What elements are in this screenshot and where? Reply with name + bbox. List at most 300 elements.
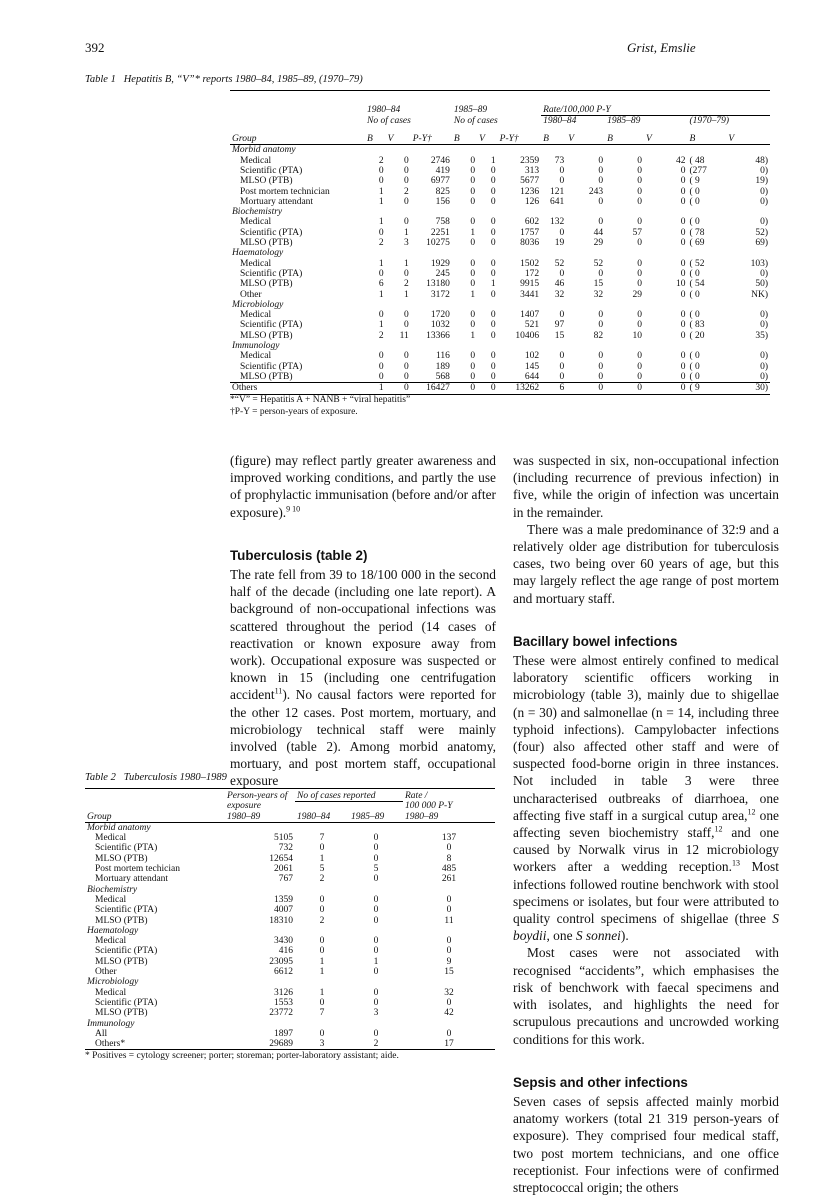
page-number: 392 (85, 40, 105, 55)
table1-cell: ( 69 (689, 238, 705, 249)
table1-cell: 0 (637, 238, 643, 249)
table1-cell: ( 0 (689, 186, 700, 197)
table2-cell: 3430 (274, 936, 293, 947)
table1-cell: 0 (598, 176, 604, 187)
table2-cell: 18310 (269, 915, 293, 926)
table2 (85, 788, 495, 1050)
table1-caption (85, 74, 363, 85)
table1-cell: 602 (524, 217, 540, 228)
table1-cell: 1 (470, 289, 476, 300)
table1-cell: 0 (490, 258, 496, 269)
table1-head-g2-period: 1985–89 (453, 105, 488, 115)
table1-cell: 0 (470, 238, 476, 249)
table1-section-label: Biochemistry (232, 207, 283, 218)
table1-note-2: †P-Y = person-years of exposure. (230, 407, 358, 417)
table1-cell: 0 (490, 227, 496, 238)
table1-head-r1: 1980–84 (543, 115, 577, 126)
table1-cell: 0 (559, 227, 565, 238)
table1-cell: 0 (403, 361, 409, 372)
table1-cell: 1 (490, 155, 496, 166)
table1-caption-label: Table 1 (85, 74, 116, 85)
table1-cell: ( 0 (689, 268, 700, 279)
table2-caption (85, 772, 227, 783)
table2-row (85, 988, 495, 998)
table2-row (85, 998, 495, 1008)
table1-cell: 0 (490, 196, 496, 207)
table1-cell: 0 (637, 361, 643, 372)
table1-cell: 0) (760, 186, 768, 197)
table2-cell: 0 (319, 905, 325, 916)
table1-cell: 0 (680, 310, 686, 321)
table1-row-label: MLSO (PTB) (240, 176, 293, 187)
table1-cell: 46 (554, 279, 565, 290)
table1-row-label: Scientific (PTA) (240, 165, 303, 176)
table1-cell: 0 (490, 176, 496, 187)
table2-head-rate3: 1980–89 (405, 811, 439, 822)
table1-head-r3: (1970–79) (689, 115, 730, 126)
table2-section-row (85, 1019, 495, 1029)
table1-cell: 0) (760, 196, 768, 207)
table1-cell: ( 20 (689, 330, 705, 341)
heading-sepsis: Sepsis and other infections (513, 1074, 688, 1090)
table1-cell: 3441 (520, 289, 540, 300)
table1-cell: ( 0 (689, 310, 700, 321)
table1-cell: 0 (598, 351, 604, 362)
table1-cell: 0) (760, 351, 768, 362)
table2-row (85, 864, 495, 874)
table2-cell: 1359 (274, 894, 293, 905)
table1-cell: 0 (637, 155, 643, 166)
table1-head-v: V (646, 134, 652, 145)
table1-cell: 9915 (520, 279, 540, 290)
table1-cell: 1 (378, 320, 384, 331)
table1-cell: 69) (755, 238, 768, 249)
table1-cell: 0 (637, 320, 643, 331)
table1-cell: 0 (403, 371, 409, 382)
table1-section-row (230, 248, 770, 258)
table2-cell: 0 (373, 946, 379, 957)
table1-cell: 0 (403, 196, 409, 207)
table2-row (85, 957, 495, 967)
table2-section-row (85, 977, 495, 987)
table1-cell: 0 (378, 165, 384, 176)
table2-cell: 1 (319, 967, 325, 978)
table2-cell: 0 (373, 833, 379, 844)
table2-cell: 1553 (274, 997, 293, 1008)
table2-cell: 15 (444, 967, 454, 978)
table1-cell: ( 9 (689, 383, 700, 394)
table1-cell: 0 (637, 176, 643, 187)
table1-cell: 0 (598, 320, 604, 331)
table2-section-row (85, 885, 495, 895)
table1-cell: 0 (598, 383, 604, 394)
heading-tuberculosis: Tuberculosis (table 2) (230, 547, 368, 563)
table2-row (85, 854, 495, 864)
table1-row-label: MLSO (PTB) (240, 238, 293, 249)
table2-section-label: Haematology (87, 925, 139, 936)
table1-cell: 0 (598, 371, 604, 382)
table1-row-label: MLSO (PTB) (240, 330, 293, 341)
table2-row-label: Other (95, 967, 117, 978)
table2-cell: 0 (373, 874, 379, 885)
table1-cell: 29 (632, 289, 643, 300)
table1-cell: 2 (403, 186, 409, 197)
table1-cell: 0 (680, 176, 686, 187)
table1-cell: 0 (403, 165, 409, 176)
table2-row-label: All (95, 1028, 108, 1039)
table2-head-nc: No of cases reported (295, 789, 403, 802)
table1-cell: 0 (470, 268, 476, 279)
table1-cell: 0 (490, 330, 496, 341)
ref-12a: 12 (747, 807, 756, 817)
table1-cell: 0 (378, 351, 384, 362)
table2-cell: 2 (319, 915, 325, 926)
table1-cell: 0 (490, 310, 496, 321)
table2-cell: 0 (446, 894, 452, 905)
table2-row (85, 843, 495, 853)
table2-cell: 42 (444, 1008, 454, 1019)
table1-cell: 1 (378, 289, 384, 300)
table1-cell: 1032 (430, 320, 450, 331)
table1-cell: 8036 (520, 238, 540, 249)
table1-cell: 48) (755, 155, 768, 166)
left-para-tb: The rate fell from 39 to 18/100 000 in the second half of the decade (including one late report). A background of non-occupational infections was scattered throughout the period (14 cases of reactivation or known exposure away from work). Occupational exposure was suspected or known in 15 (including one centrifugation accident$^{11}$). No causal factors were reported for the other 12 cases. Post mortem, mortuary, and microbiology technical staff were mainly involved (table 2). Among morbid anatomy, mortuary, and post mortem staff, occupational exposure (230, 567, 496, 789)
table1-cell: 1 (378, 258, 384, 269)
table2-cell: 17 (444, 1039, 454, 1050)
table1-cell: 126 (524, 196, 540, 207)
table2-section-row (85, 822, 495, 833)
table1-cell: 0) (760, 320, 768, 331)
table1-cell: 15 (554, 330, 565, 341)
table1-row (230, 269, 770, 279)
table1-section-row (230, 207, 770, 217)
table1-cell: 19 (554, 238, 565, 249)
table1-cell: 0 (680, 186, 686, 197)
table1-cell: 10406 (515, 330, 540, 341)
table1-cell: 0) (760, 217, 768, 228)
table2-cell: 3126 (274, 987, 293, 998)
table2-cell: 1 (319, 956, 325, 967)
table1-row-label: Medical (240, 155, 272, 166)
table1-row (230, 331, 770, 341)
table1-head-b: B (453, 134, 460, 145)
table1-cell: 0 (637, 371, 643, 382)
table2-cell: 0 (319, 894, 325, 905)
table1-cell: 2359 (520, 155, 540, 166)
table1-cell: 243 (588, 186, 604, 197)
table1-cell: 0 (378, 310, 384, 321)
table1-cell: 0 (680, 371, 686, 382)
table1-head-b: B (689, 134, 696, 145)
table1-row-label: Medical (240, 310, 272, 321)
table2-cell: 0 (446, 936, 452, 947)
table2-cell: 29689 (269, 1039, 293, 1050)
table1-cell: 313 (524, 165, 540, 176)
table1-head-group: Group (232, 134, 257, 145)
table2-section-label: Biochemistry (87, 884, 138, 895)
table2-cell: 0 (373, 915, 379, 926)
table2-note: * Positives = cytology screener; porter; storeman; porter-laboratory assistant; aide. (85, 1051, 399, 1061)
table1-cell: 3 (403, 238, 409, 249)
table2-row-label: Scientific (PTA) (95, 997, 158, 1008)
table2-row-label: Scientific (PTA) (95, 946, 158, 957)
table2-row-label: Post mortem techician (95, 864, 180, 875)
table2-cell: 0 (373, 967, 379, 978)
table1-row-label: Medical (240, 258, 272, 269)
table1-section-label: Microbiology (232, 299, 284, 310)
table2-caption-text: Tuberculosis 1980–1989 (123, 772, 227, 783)
table1-cell: 2251 (430, 227, 450, 238)
table2-cell: 732 (278, 843, 293, 854)
table2-row (85, 946, 495, 956)
right-para-4: Most cases were not associated with recognised “accidents”, which emphasises the risk of benchwork with faecal specimens and with isolates, and highlights the need for scrupulous precautions and uncrowded working conditions for this work. (513, 945, 779, 1047)
table2-row-label: MLSO (PTB) (95, 853, 148, 864)
table1-cell: 3172 (430, 289, 450, 300)
table2-cell: 0 (446, 997, 452, 1008)
table1-cell: 0 (470, 361, 476, 372)
table2-cell: 2061 (274, 864, 293, 875)
table1-cell: 0) (760, 165, 768, 176)
table2-cell: 0 (319, 946, 325, 957)
table2-cell: 8 (446, 853, 452, 864)
table2-cell: 485 (441, 864, 457, 875)
table1-cell: 0 (680, 289, 686, 300)
table1-cell: ( 0 (689, 217, 700, 228)
table1-head-b: B (543, 134, 549, 145)
table1-cell: 0 (637, 258, 643, 269)
table2-cell: 3 (373, 1008, 379, 1019)
table2-row (85, 895, 495, 905)
table1-cell: 0 (680, 320, 686, 331)
table2-cell: 0 (373, 894, 379, 905)
table1-cell: 0 (637, 351, 643, 362)
table2-cell: 0 (319, 843, 325, 854)
table1-cell: 0 (470, 351, 476, 362)
table1-cell: 5677 (520, 176, 540, 187)
table1-cell: 0) (760, 310, 768, 321)
table2-head-rate1: Rate / (405, 791, 428, 801)
table1-cell: 35) (755, 330, 768, 341)
table1-cell: 0 (598, 196, 604, 207)
table1-section-row (230, 300, 770, 310)
running-head: Grist, Emslie (627, 40, 696, 55)
table2-cell: 7 (319, 833, 325, 844)
table1-head-r2: 1985–89 (607, 115, 641, 126)
table1-cell: 1 (403, 289, 409, 300)
table1-cell: 52) (755, 227, 768, 238)
table2-cell: 9 (446, 956, 452, 967)
table1-cell: 6977 (430, 176, 450, 187)
table2-row-label: Mortuary attendant (95, 874, 169, 885)
table1-cell: 0 (598, 361, 604, 372)
table1-head-g1-period: 1980–84 (367, 105, 401, 115)
table1-head-g1-sub: No of cases (367, 115, 411, 126)
table1-cell: 10275 (426, 238, 450, 249)
table1-row-label: Medical (240, 217, 272, 228)
table2-cell: 4007 (274, 905, 293, 916)
table1-cell: 6 (559, 383, 565, 394)
table1-cell: 0 (403, 383, 409, 394)
table1-cell: ( 54 (689, 279, 705, 290)
table1-cell: ( 0 (689, 371, 700, 382)
table1-section-label: Morbid anatomy (232, 145, 296, 156)
table2-row (85, 905, 495, 915)
table1-row (230, 197, 770, 207)
table2-cell: 11 (444, 915, 454, 926)
table1-cell: 0 (680, 258, 686, 269)
table1-cell: 0 (598, 268, 604, 279)
table1-row (230, 259, 770, 269)
table2-cell: 5 (373, 864, 379, 875)
table1-head-b: B (607, 134, 613, 145)
table2-caption-label: Table 2 (85, 772, 116, 783)
table1-section-row (230, 341, 770, 351)
table2-cell: 0 (373, 843, 379, 854)
right-para-bb: These were almost entirely confined to medical laboratory scientific officers working in microbiology (table 3), mainly due to shigellae (n = 30) and salmonellae (n = 14, including three typhoid infections). Campylobacter infections (four) also affected other staff and were of suspected food-borne origin in three instances. Not included in table 3 were three uncharacterised outbreaks of diarrhoea, one affecting five staff in a surgical cutup area,$^{12}$ one affecting seven biochemistry staff,$^{12}$ and one caused by Norwalk virus in 12 microbiology workers after a wedding reception.$^{13}$ Most infections followed routine benchwork with stool specimens or isolates, but four were attributed to quality control specimens of shigellae (three S boydii, one S sonnei). (513, 653, 779, 944)
table2-cell: 0 (319, 1028, 325, 1039)
table1-cell: 0 (470, 320, 476, 331)
table1-cell: 0 (378, 227, 384, 238)
table1-row (230, 176, 770, 186)
table1-head-g2-sub: No of cases (453, 115, 498, 126)
table1-cell: 0 (637, 196, 643, 207)
table2-row (85, 1008, 495, 1018)
table1-cell: 10 (632, 330, 643, 341)
table1-cell: 0 (637, 310, 643, 321)
table1-row (230, 279, 770, 289)
table1-cell: 1929 (430, 258, 450, 269)
table1-cell: 13262 (515, 383, 540, 394)
table1-cell: 15 (593, 279, 604, 290)
table1-head-rate: Rate/100,000 P-Y (541, 91, 770, 116)
table1-cell: 0 (470, 196, 476, 207)
table2-head-py3: 1980–89 (227, 811, 261, 822)
table1-row-label: Others (232, 383, 258, 394)
table2-row-label: Medical (95, 987, 127, 998)
table1-cell: 0 (490, 238, 496, 249)
table2-section-label: Immunology (87, 1018, 135, 1029)
table1-cell: 50) (755, 279, 768, 290)
table1-head-py: P-Y† (412, 134, 432, 145)
table1-cell: 0 (637, 186, 643, 197)
table1-section-label: Immunology (232, 341, 280, 352)
table1-row-label: Scientific (PTA) (240, 268, 303, 279)
table1-cell: 13180 (426, 279, 450, 290)
table2-cell: 0 (373, 997, 379, 1008)
table1-cell: 0 (490, 217, 496, 228)
table1-cell: 0 (598, 217, 604, 228)
table2-cell: 0 (446, 946, 452, 957)
table1-row-label: Scientific (PTA) (240, 227, 303, 238)
table1-cell: 0 (490, 268, 496, 279)
table1-cell: 1 (490, 279, 496, 290)
table2-row (85, 1029, 495, 1039)
table1-cell: 0 (490, 165, 496, 176)
table2-head-rate2: 100 000 P-Y (405, 801, 453, 812)
table1-cell: 0 (598, 155, 604, 166)
ref-9-10: 9 10 (286, 504, 301, 514)
left-column (230, 452, 496, 790)
table2-cell: 3 (319, 1039, 325, 1050)
table1-cell: 0 (378, 268, 384, 279)
table1-cell: 0 (559, 176, 565, 187)
table1-cell: 419 (435, 165, 450, 176)
ref-12b: 12 (714, 824, 723, 834)
table1-cell: 521 (524, 320, 540, 331)
table1-cell: 19) (755, 176, 768, 187)
table2-cell: 416 (278, 946, 293, 957)
table1-cell: 1 (403, 227, 409, 238)
table1-cell: 1 (378, 196, 384, 207)
table2-cell: 0 (319, 936, 325, 947)
table1-row-label: Scientific (PTA) (240, 361, 303, 372)
table1-cell: 0 (403, 351, 409, 362)
table1-cell: 11 (399, 330, 409, 341)
table1-row-label: Scientific (PTA) (240, 320, 303, 331)
table1-cell: 52 (554, 258, 565, 269)
table2-cell: 2 (319, 874, 325, 885)
table1-cell: ( 0 (689, 351, 700, 362)
table1-cell: 82 (593, 330, 604, 341)
table2-row-label: Scientific (PTA) (95, 905, 158, 916)
table1-cell: 0 (559, 310, 565, 321)
table1-cell: 0 (470, 155, 476, 166)
table1-cell: 0 (470, 310, 476, 321)
table1-cell: 644 (524, 371, 540, 382)
table2-row (85, 874, 495, 884)
table1-cell: 0 (470, 186, 476, 197)
table1-section-row (230, 145, 770, 156)
right-para-sepsis: Seven cases of sepsis affected mainly morbid anatomy workers (total 21 319 person-years of exposure). They comprised four medical staff, two post mortem technicians, and one office receptionist. Four infections were of confirmed streptococcal origin; the others (513, 1093, 779, 1195)
table2-cell: 0 (446, 1028, 452, 1039)
table2-cell: 1897 (274, 1028, 293, 1039)
table1-cell: 189 (435, 361, 450, 372)
right-para-2: There was a male predominance of 32:9 and a relatively older age distribution for tuberculosis cases, two being over 60 years of age, but this may largely reflect the age range of post mortem and mortuary staff. (513, 521, 779, 606)
table1-cell: 0 (490, 186, 496, 197)
table2-cell: 2 (373, 1039, 379, 1050)
ref-11: 11 (274, 686, 283, 696)
table1-cell: 1236 (520, 186, 540, 197)
table1-row (230, 166, 770, 176)
table2-row-label: Medical (95, 936, 127, 947)
table1-cell: 0 (490, 383, 496, 394)
table1-cell: 29 (593, 238, 604, 249)
table1-cell: 1720 (430, 310, 450, 321)
table2-cell: 32 (444, 987, 454, 998)
table2-head-c1: 1980–84 (297, 811, 331, 822)
table2-row-label: MLSO (PTB) (95, 956, 148, 967)
table1-cell: 0 (637, 383, 643, 394)
table1-cell: ( 48 (689, 155, 705, 166)
table1-cell: 0 (470, 383, 476, 394)
table1-cell: 0 (470, 371, 476, 382)
table1-cell: 2 (378, 330, 384, 341)
table1-cell: 0 (490, 371, 496, 382)
table1-cell: 0 (637, 268, 643, 279)
table1-head-py: P-Y† (499, 134, 519, 145)
table1-cell: 0) (760, 361, 768, 372)
table1-cell: 0 (680, 330, 686, 341)
ref-13: 13 (731, 859, 740, 868)
table1-cell: 0) (760, 268, 768, 279)
right-column (513, 452, 779, 1196)
table1-cell: 0 (470, 258, 476, 269)
table1-cell: 6 (378, 279, 384, 290)
table2-cell: 0 (373, 987, 379, 998)
table1-row-label: MLSO (PTB) (240, 371, 293, 382)
table1-head-v: V (479, 134, 485, 145)
table2-head-py1: Person-years of (227, 791, 288, 801)
